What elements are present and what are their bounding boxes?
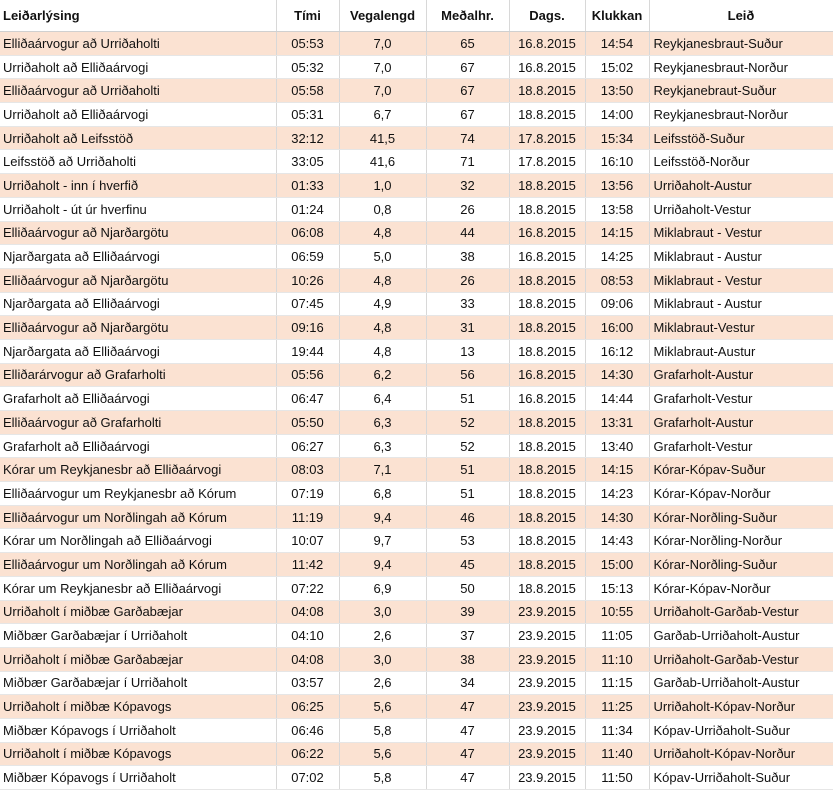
cell-clock: 11:40	[585, 742, 649, 766]
cell-clock: 13:31	[585, 411, 649, 435]
cell-time: 09:16	[276, 316, 339, 340]
table-row	[0, 647, 833, 671]
cell-clock: 15:00	[585, 553, 649, 577]
cell-route: Urriðaholt-Kópav-Norður	[649, 695, 833, 719]
cell-distance: 6,4	[339, 387, 426, 411]
cell-distance: 7,0	[339, 79, 426, 103]
cell-route: Kórar-Kópav-Suður	[649, 458, 833, 482]
cell-distance: 6,3	[339, 411, 426, 435]
cell-description: Urriðaholt að Leifsstöð	[0, 126, 276, 150]
cell-route: Miklabraut-Vestur	[649, 316, 833, 340]
cell-route: Leifsstöð-Norður	[649, 150, 833, 174]
cell-description: Njarðargata að Elliðaárvogi	[0, 339, 276, 363]
cell-description: Elliðaárvogur að Urriðaholti	[0, 32, 276, 56]
cell-distance: 4,8	[339, 268, 426, 292]
cell-route: Kórar-Norðling-Suður	[649, 553, 833, 577]
cell-average-speed: 47	[426, 742, 509, 766]
cell-date: 23.9.2015	[509, 624, 585, 648]
cell-average-speed: 67	[426, 79, 509, 103]
cell-route: Garðab-Urriðaholt-Austur	[649, 624, 833, 648]
cell-clock: 11:10	[585, 647, 649, 671]
cell-description: Elliðaárvogur að Urriðaholti	[0, 79, 276, 103]
cell-date: 23.9.2015	[509, 600, 585, 624]
cell-distance: 0,8	[339, 197, 426, 221]
cell-time: 01:33	[276, 174, 339, 198]
cell-route: Reykjanesbraut-Suður	[649, 32, 833, 56]
cell-time: 10:26	[276, 268, 339, 292]
cell-route: Miklabraut - Austur	[649, 292, 833, 316]
cell-average-speed: 26	[426, 268, 509, 292]
cell-clock: 11:50	[585, 766, 649, 790]
cell-date: 18.8.2015	[509, 576, 585, 600]
table-row	[0, 316, 833, 340]
cell-clock: 16:00	[585, 316, 649, 340]
cell-time: 07:22	[276, 576, 339, 600]
cell-description: Elliðarárvogur að Grafarholti	[0, 363, 276, 387]
cell-distance: 9,4	[339, 553, 426, 577]
cell-date: 18.8.2015	[509, 458, 585, 482]
column-header-time: Tími	[276, 0, 339, 32]
cell-average-speed: 47	[426, 718, 509, 742]
cell-description: Grafarholt að Elliðaárvogi	[0, 434, 276, 458]
table-row	[0, 150, 833, 174]
cell-clock: 13:50	[585, 79, 649, 103]
cell-average-speed: 13	[426, 339, 509, 363]
cell-date: 18.8.2015	[509, 268, 585, 292]
cell-time: 04:10	[276, 624, 339, 648]
cell-date: 18.8.2015	[509, 174, 585, 198]
cell-distance: 41,5	[339, 126, 426, 150]
cell-average-speed: 34	[426, 671, 509, 695]
cell-date: 23.9.2015	[509, 647, 585, 671]
cell-route: Kórar-Norðling-Suður	[649, 505, 833, 529]
table-row	[0, 32, 833, 56]
cell-distance: 2,6	[339, 671, 426, 695]
cell-time: 06:08	[276, 221, 339, 245]
header-row	[0, 0, 833, 32]
cell-clock: 11:34	[585, 718, 649, 742]
cell-time: 05:32	[276, 55, 339, 79]
column-header-route: Leið	[649, 0, 833, 32]
cell-clock: 14:54	[585, 32, 649, 56]
cell-route: Grafarholt-Vestur	[649, 387, 833, 411]
cell-distance: 4,8	[339, 316, 426, 340]
cell-clock: 13:40	[585, 434, 649, 458]
cell-date: 23.9.2015	[509, 695, 585, 719]
table-row	[0, 482, 833, 506]
cell-clock: 11:25	[585, 695, 649, 719]
cell-time: 06:59	[276, 245, 339, 269]
cell-distance: 7,0	[339, 55, 426, 79]
cell-description: Urriðaholt - inn í hverfið	[0, 174, 276, 198]
cell-clock: 11:05	[585, 624, 649, 648]
cell-distance: 6,3	[339, 434, 426, 458]
cell-description: Elliðaárvogur að Njarðargötu	[0, 316, 276, 340]
cell-distance: 1,0	[339, 174, 426, 198]
cell-time: 05:58	[276, 79, 339, 103]
table-row	[0, 695, 833, 719]
table-row	[0, 718, 833, 742]
cell-average-speed: 51	[426, 482, 509, 506]
cell-clock: 14:44	[585, 387, 649, 411]
cell-average-speed: 51	[426, 387, 509, 411]
cell-clock: 13:58	[585, 197, 649, 221]
cell-route: Grafarholt-Austur	[649, 363, 833, 387]
cell-time: 04:08	[276, 600, 339, 624]
cell-description: Miðbær Garðabæjar í Urriðaholt	[0, 671, 276, 695]
cell-average-speed: 51	[426, 458, 509, 482]
cell-date: 18.8.2015	[509, 292, 585, 316]
table-row	[0, 363, 833, 387]
cell-clock: 14:15	[585, 221, 649, 245]
cell-description: Elliðaárvogur um Norðlingah að Kórum	[0, 553, 276, 577]
cell-date: 18.8.2015	[509, 339, 585, 363]
cell-route: Urriðaholt-Kópav-Norður	[649, 742, 833, 766]
cell-route: Garðab-Urriðaholt-Austur	[649, 671, 833, 695]
cell-average-speed: 26	[426, 197, 509, 221]
cell-route: Miklabraut - Austur	[649, 245, 833, 269]
cell-route: Grafarholt-Vestur	[649, 434, 833, 458]
cell-date: 18.8.2015	[509, 79, 585, 103]
cell-average-speed: 52	[426, 411, 509, 435]
table-row	[0, 387, 833, 411]
table-row	[0, 79, 833, 103]
cell-distance: 4,8	[339, 339, 426, 363]
cell-distance: 5,6	[339, 742, 426, 766]
cell-distance: 4,9	[339, 292, 426, 316]
table-row	[0, 458, 833, 482]
cell-time: 08:03	[276, 458, 339, 482]
cell-date: 17.8.2015	[509, 150, 585, 174]
table-row	[0, 245, 833, 269]
cell-route: Kórar-Kópav-Norður	[649, 576, 833, 600]
cell-time: 05:31	[276, 103, 339, 127]
cell-clock: 10:55	[585, 600, 649, 624]
cell-description: Miðbær Garðabæjar í Urriðaholt	[0, 624, 276, 648]
table-row	[0, 411, 833, 435]
cell-description: Urriðaholt að Elliðaárvogi	[0, 55, 276, 79]
cell-average-speed: 52	[426, 434, 509, 458]
cell-description: Elliðaárvogur um Reykjanesbr að Kórum	[0, 482, 276, 506]
table-row	[0, 103, 833, 127]
table-row	[0, 624, 833, 648]
cell-distance: 9,4	[339, 505, 426, 529]
cell-date: 18.8.2015	[509, 197, 585, 221]
cell-time: 06:27	[276, 434, 339, 458]
cell-clock: 14:43	[585, 529, 649, 553]
table-row	[0, 292, 833, 316]
table-row	[0, 174, 833, 198]
cell-description: Elliðaárvogur að Njarðargötu	[0, 221, 276, 245]
cell-average-speed: 67	[426, 55, 509, 79]
cell-average-speed: 47	[426, 695, 509, 719]
cell-distance: 6,9	[339, 576, 426, 600]
cell-distance: 5,8	[339, 718, 426, 742]
table-row	[0, 268, 833, 292]
cell-distance: 7,0	[339, 32, 426, 56]
cell-average-speed: 33	[426, 292, 509, 316]
cell-description: Elliðaárvogur að Grafarholti	[0, 411, 276, 435]
cell-clock: 14:00	[585, 103, 649, 127]
cell-average-speed: 39	[426, 600, 509, 624]
cell-description: Njarðargata að Elliðaárvogi	[0, 292, 276, 316]
cell-date: 16.8.2015	[509, 363, 585, 387]
cell-average-speed: 67	[426, 103, 509, 127]
cell-clock: 13:56	[585, 174, 649, 198]
cell-clock: 15:34	[585, 126, 649, 150]
cell-distance: 41,6	[339, 150, 426, 174]
cell-distance: 3,0	[339, 647, 426, 671]
cell-route: Urriðaholt-Garðab-Vestur	[649, 647, 833, 671]
cell-date: 18.8.2015	[509, 482, 585, 506]
cell-description: Njarðargata að Elliðaárvogi	[0, 245, 276, 269]
cell-distance: 2,6	[339, 624, 426, 648]
cell-date: 23.9.2015	[509, 671, 585, 695]
cell-time: 06:47	[276, 387, 339, 411]
column-header-date: Dags.	[509, 0, 585, 32]
cell-description: Grafarholt að Elliðaárvogi	[0, 387, 276, 411]
cell-time: 05:50	[276, 411, 339, 435]
table-row	[0, 339, 833, 363]
table-row	[0, 55, 833, 79]
cell-time: 06:46	[276, 718, 339, 742]
cell-route: Miklabraut - Vestur	[649, 221, 833, 245]
cell-distance: 4,8	[339, 221, 426, 245]
cell-time: 07:02	[276, 766, 339, 790]
cell-description: Urriðaholt í miðbæ Kópavogs	[0, 742, 276, 766]
cell-average-speed: 50	[426, 576, 509, 600]
cell-route: Reykjanesbraut-Norður	[649, 55, 833, 79]
cell-description: Kórar um Norðlingah að Elliðaárvogi	[0, 529, 276, 553]
cell-clock: 14:30	[585, 505, 649, 529]
cell-description: Urriðaholt í miðbæ Garðabæjar	[0, 600, 276, 624]
cell-description: Miðbær Kópavogs í Urriðaholt	[0, 718, 276, 742]
cell-clock: 16:12	[585, 339, 649, 363]
table-row	[0, 576, 833, 600]
cell-date: 16.8.2015	[509, 387, 585, 411]
cell-clock: 11:15	[585, 671, 649, 695]
cell-route: Kópav-Urriðaholt-Suður	[649, 718, 833, 742]
cell-date: 23.9.2015	[509, 718, 585, 742]
table-row	[0, 742, 833, 766]
cell-date: 16.8.2015	[509, 55, 585, 79]
cell-time: 05:53	[276, 32, 339, 56]
table-row	[0, 197, 833, 221]
cell-route: Reykjanebraut-Suður	[649, 79, 833, 103]
cell-clock: 16:10	[585, 150, 649, 174]
cell-date: 18.8.2015	[509, 529, 585, 553]
table-row	[0, 766, 833, 790]
cell-description: Miðbær Kópavogs í Urriðaholt	[0, 766, 276, 790]
cell-description: Elliðaárvogur að Njarðargötu	[0, 268, 276, 292]
cell-route: Kórar-Norðling-Norður	[649, 529, 833, 553]
cell-route: Miklabraut - Vestur	[649, 268, 833, 292]
cell-distance: 5,8	[339, 766, 426, 790]
cell-distance: 5,0	[339, 245, 426, 269]
cell-distance: 6,8	[339, 482, 426, 506]
cell-average-speed: 31	[426, 316, 509, 340]
cell-route: Grafarholt-Austur	[649, 411, 833, 435]
cell-clock: 08:53	[585, 268, 649, 292]
table-row	[0, 529, 833, 553]
cell-clock: 14:15	[585, 458, 649, 482]
cell-time: 11:42	[276, 553, 339, 577]
table-row	[0, 671, 833, 695]
cell-route: Leifsstöð-Suður	[649, 126, 833, 150]
cell-distance: 5,6	[339, 695, 426, 719]
cell-time: 11:19	[276, 505, 339, 529]
cell-date: 18.8.2015	[509, 553, 585, 577]
cell-time: 32:12	[276, 126, 339, 150]
cell-date: 16.8.2015	[509, 32, 585, 56]
cell-time: 07:19	[276, 482, 339, 506]
table-body	[0, 32, 833, 790]
cell-description: Leifsstöð að Urriðaholti	[0, 150, 276, 174]
column-header-average-speed: Meðalhr.	[426, 0, 509, 32]
cell-average-speed: 47	[426, 766, 509, 790]
cell-time: 05:56	[276, 363, 339, 387]
table-row	[0, 221, 833, 245]
cell-average-speed: 74	[426, 126, 509, 150]
cell-average-speed: 65	[426, 32, 509, 56]
cell-distance: 7,1	[339, 458, 426, 482]
cell-description: Elliðaárvogur um Norðlingah að Kórum	[0, 505, 276, 529]
cell-route: Reykjanesbraut-Norður	[649, 103, 833, 127]
cell-route: Urriðaholt-Garðab-Vestur	[649, 600, 833, 624]
column-header-clock: Klukkan	[585, 0, 649, 32]
column-header-description: Leiðarlýsing	[0, 0, 276, 32]
cell-date: 16.8.2015	[509, 245, 585, 269]
cell-time: 03:57	[276, 671, 339, 695]
cell-time: 06:22	[276, 742, 339, 766]
cell-date: 16.8.2015	[509, 221, 585, 245]
cell-description: Urriðaholt í miðbæ Kópavogs	[0, 695, 276, 719]
cell-description: Kórar um Reykjanesbr að Elliðaárvogi	[0, 458, 276, 482]
cell-clock: 15:02	[585, 55, 649, 79]
cell-time: 04:08	[276, 647, 339, 671]
table-row	[0, 434, 833, 458]
table-row	[0, 505, 833, 529]
cell-route: Kórar-Kópav-Norður	[649, 482, 833, 506]
cell-time: 19:44	[276, 339, 339, 363]
cell-average-speed: 44	[426, 221, 509, 245]
cell-time: 10:07	[276, 529, 339, 553]
cell-time: 07:45	[276, 292, 339, 316]
cell-average-speed: 53	[426, 529, 509, 553]
cell-date: 18.8.2015	[509, 103, 585, 127]
cell-route: Miklabraut-Austur	[649, 339, 833, 363]
cell-clock: 15:13	[585, 576, 649, 600]
cell-distance: 6,2	[339, 363, 426, 387]
cell-clock: 14:23	[585, 482, 649, 506]
cell-date: 23.9.2015	[509, 766, 585, 790]
cell-date: 23.9.2015	[509, 742, 585, 766]
cell-distance: 9,7	[339, 529, 426, 553]
cell-average-speed: 32	[426, 174, 509, 198]
cell-description: Kórar um Reykjanesbr að Elliðaárvogi	[0, 576, 276, 600]
cell-time: 33:05	[276, 150, 339, 174]
column-header-distance: Vegalengd	[339, 0, 426, 32]
cell-average-speed: 71	[426, 150, 509, 174]
table-row	[0, 600, 833, 624]
cell-date: 17.8.2015	[509, 126, 585, 150]
cell-route: Urriðaholt-Vestur	[649, 197, 833, 221]
cell-clock: 14:25	[585, 245, 649, 269]
table-row	[0, 126, 833, 150]
cell-time: 06:25	[276, 695, 339, 719]
cell-average-speed: 38	[426, 647, 509, 671]
table-row	[0, 553, 833, 577]
cell-route: Urriðaholt-Austur	[649, 174, 833, 198]
cell-description: Urriðaholt í miðbæ Garðabæjar	[0, 647, 276, 671]
cell-average-speed: 46	[426, 505, 509, 529]
cell-average-speed: 56	[426, 363, 509, 387]
cell-clock: 09:06	[585, 292, 649, 316]
cell-average-speed: 37	[426, 624, 509, 648]
cell-average-speed: 45	[426, 553, 509, 577]
cell-date: 18.8.2015	[509, 411, 585, 435]
cell-distance: 6,7	[339, 103, 426, 127]
cell-description: Urriðaholt - út úr hverfinu	[0, 197, 276, 221]
cell-clock: 14:30	[585, 363, 649, 387]
cell-date: 18.8.2015	[509, 434, 585, 458]
cell-time: 01:24	[276, 197, 339, 221]
cell-distance: 3,0	[339, 600, 426, 624]
cell-date: 18.8.2015	[509, 505, 585, 529]
cell-route: Kópav-Urriðaholt-Suður	[649, 766, 833, 790]
cell-average-speed: 38	[426, 245, 509, 269]
cell-description: Urriðaholt að Elliðaárvogi	[0, 103, 276, 127]
cell-date: 18.8.2015	[509, 316, 585, 340]
